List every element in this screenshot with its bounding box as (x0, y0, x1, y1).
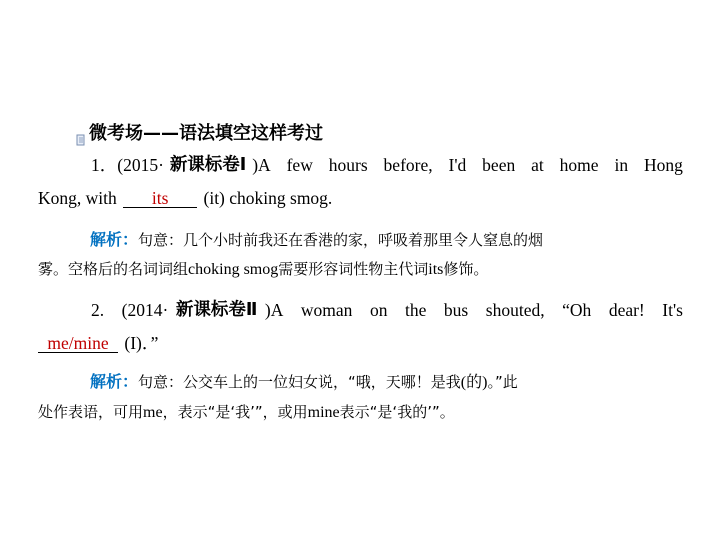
q1-source: 新课标卷Ⅰ (169, 155, 247, 175)
q2-explanation-text: 处作表语，可用 (38, 403, 144, 421)
q2-word: It's (662, 300, 683, 320)
q2-explanation-text: 表示“是‘我的’”。 (339, 403, 455, 421)
q1-answer-blank: its (123, 189, 197, 208)
q1-word: I'd (448, 155, 467, 175)
q1-word: hours (328, 155, 368, 175)
q2-word: bus (443, 300, 469, 320)
q2-number: 2. (91, 300, 105, 320)
q1-word: in (614, 155, 629, 175)
q1-word: at (531, 155, 544, 175)
q2-text-end: (I)．” (120, 333, 159, 353)
q2-answer-blank: me/mine (38, 334, 118, 353)
q2-line-1 (91, 298, 683, 322)
q2-word: the (405, 300, 427, 320)
q2-explanation-term: (的) (460, 374, 488, 391)
q1-explanation-text: 句意：几个小时前我还在香港的家，呼吸着那里令人窒息的烟 (138, 231, 544, 249)
q1-text-end: (it) choking smog. (199, 188, 333, 208)
q2-word: woman (300, 300, 353, 320)
q2-explanation-text: 句意：公交车上的一位妇女说，“哦，天哪！是我 (138, 373, 461, 391)
q2-explanation-2 (38, 400, 683, 425)
section-heading (76, 122, 323, 146)
q2-explanation-text: 。”此 (487, 373, 518, 391)
q1-text: Kong, with (38, 188, 122, 208)
q2-word: shouted, (485, 300, 545, 320)
q1-explanation-2 (38, 257, 683, 282)
q2-word: on (369, 300, 388, 320)
q2-explanation-text: ，表示“是‘我’”，或用 (162, 403, 308, 421)
q1-word: before, (383, 155, 433, 175)
q1-word: )A (252, 155, 271, 175)
q2-explanation-label: 解析： (90, 372, 139, 391)
q2-source: 新课标卷Ⅱ (175, 300, 258, 320)
q1-word: few (286, 155, 313, 175)
q2-line-2 (38, 331, 683, 355)
q1-number: 1．(2015· (91, 155, 164, 175)
q1-line-1 (91, 153, 683, 177)
q2-explanation-1 (90, 370, 720, 395)
q2-word: )A (264, 300, 284, 320)
q1-line-2 (38, 186, 683, 210)
q1-explanation-term: its (428, 261, 444, 278)
q2-word: dear! (608, 300, 645, 320)
q1-word: been (482, 155, 516, 175)
q2-explanation-term: me (143, 404, 163, 421)
q1-word: home (559, 155, 599, 175)
q1-explanation-label: 解析： (90, 230, 139, 249)
q1-explanation-1 (90, 228, 720, 253)
q1-word: Hong (644, 155, 683, 175)
q1-explanation-term: choking smog (188, 261, 279, 278)
q2-word: “Oh (562, 300, 592, 320)
q1-explanation-text: 需要形容词性物主代词 (278, 260, 429, 278)
q2-explanation-term: mine (307, 404, 340, 421)
bullet-icon (76, 129, 86, 141)
q1-explanation-text: 修饰。 (443, 260, 489, 278)
section-title: 微考场——语法填空这样考过 (89, 123, 323, 144)
q2-source-year: (2014· (121, 300, 169, 320)
q1-explanation-text: 雾。空格后的名词词组 (38, 260, 189, 278)
